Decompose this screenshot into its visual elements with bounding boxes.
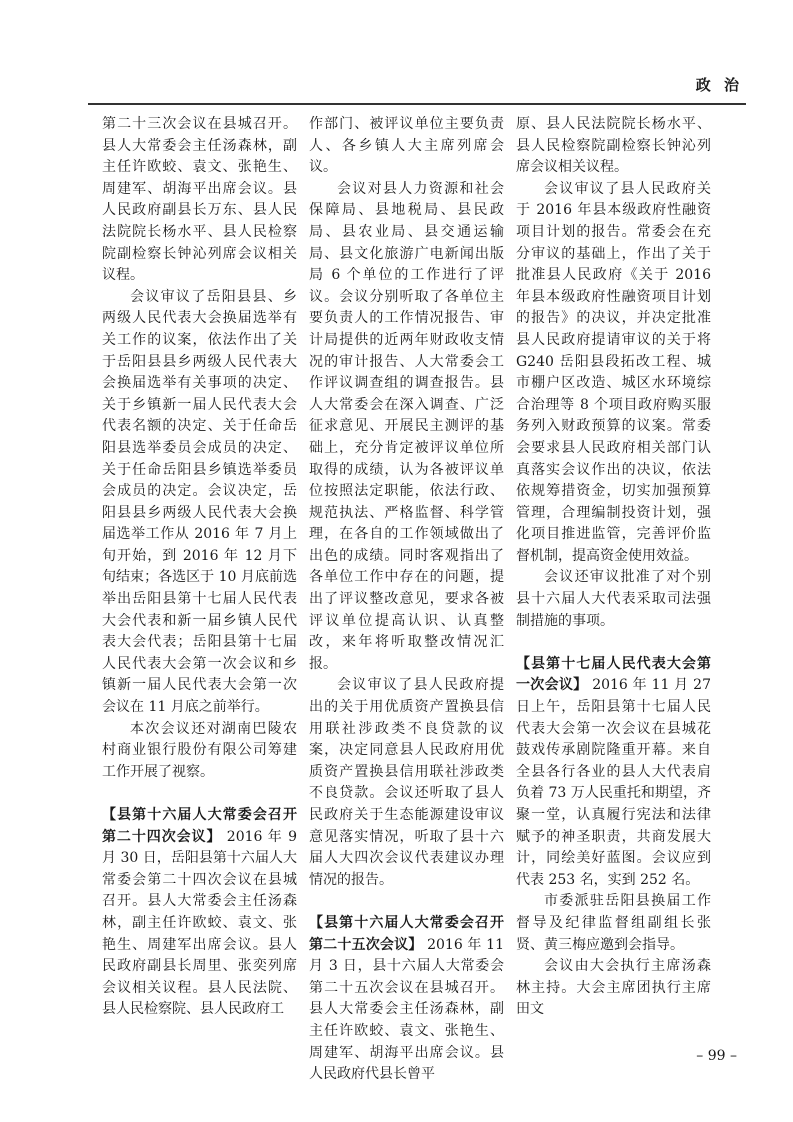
paragraph: 会议对县人力资源和社会保障局、县地税局、县民政局、县农业局、县交通运输局、县文化旅游广电新闻出版局 6 个单位的工作进行了评议。会议分别听取了各单位主要负责人的工作情况报告、审计局提供的近两年财政收支情况的审计报告、人大常委会工作评议调查组的调查报告。县人大常委会在深入调查、广泛征求意见、开展民主测评的基础上，充分肯定被评议单位所取得的成绩，认为各被评议单位按照法定职能，依法行政、规范执法、严格监督、科学管理，在各自的工作领域做出了出色的成绩。同时客观指出了各单位工作中存在的问题，提出了评议整改意见，要求各被评议单位提高认识、认真整改，来年将听取整改情况汇报。: [309, 180, 504, 672]
entry-body: 2016 年 11 月 3 日，县十六届人大常委会第二十五次会议在县城召开。县人大常委会主任汤森林，副主任许欧蛟、袁文、张艳生、周建军、胡海平出席会议。县人民政府代县长曾平: [309, 936, 504, 1083]
entry-paragraph: [309, 913, 504, 1086]
paragraph: 作部门、被评议单位主要负责人、各乡镇人大主席列席会议。: [309, 116, 504, 176]
header-rule: [88, 103, 746, 105]
entry-body: 2016 年 11 月 27 日上午，岳阳县第十七届人民代表大会第一次会议在县城花鼓戏传承剧院隆重开幕。来自全县各行各业的县人大代表肩负着 73 万人民重托和期望，齐聚一堂，认真履行宪法和法律赋予的神圣职责，共商发展大计，同绘美好蓝图。会议应到代表 253 名，实到 252 名。: [516, 677, 711, 888]
paragraph: 会议还审议批准了对个别县十六届人大代表采取司法强制措施的事项。: [516, 569, 711, 629]
entry-heading: 【县第十六届人大常委会召开第二十四次会议】: [102, 807, 297, 845]
entry-heading: 【县第十七届人民代表大会第一次会议】: [516, 655, 711, 694]
paragraph: 本次会议还对湖南巴陵农村商业银行股份有限公司筹建工作开展了视察。: [102, 720, 297, 780]
paragraph: 市委派驻岳阳县换届工作督导及纪律监督组副组长张贤、黄三梅应邀到会指导。: [516, 893, 711, 953]
paragraph: 第二十三次会议在县城召开。县人大常委会主任汤森林，副主任许欧蛟、袁文、张艳生、周建军、胡海平出席会议。县人民政府副县长万东、县人民法院院长杨水平、县人民检察院副检察长钟沁列席会议相关议程。: [102, 116, 297, 284]
text-column-1: [102, 114, 297, 1021]
paragraph: 原、县人民法院院长杨水平、县人民检察院副检察长钟沁列席会议相关议程。: [516, 116, 711, 176]
paragraph: 会议审议了岳阳县县、乡两级人民代表大会换届选举有关工作的议案，依法作出了关于岳阳县县乡两级人民代表大会换届选举有关事项的决定、关于乡镇新一届人民代表大会代表名额的决定、关于任命岳阳县选举委员会成员的决定、关于任命岳阳县乡镇选举委员会成员的决定。会议决定，岳阳县县乡两级人民代表大会换届选举工作从 2016 年 7 月上旬开始，到 2016 年 12 月下旬结束；各选区于 10 月底前选举出岳阳县第十七届人民代表大会代表和新一届乡镇人民代表大会代表；岳阳县第十七届人民代表大会第一次会议和乡镇新一届人民代表大会第一次会议在 11 月底之前举行。: [102, 288, 297, 716]
paragraph: 会议审议了县人民政府关于 2016 年县本级政府性融资项目计划的报告。常委会在充分审议的基础上，作出了关于批准县人民政府《关于 2016 年县本级政府性融资项目计划的报告》的决议，并决定批准县人民政府提请审议的关于将 G240 岳阳县段拓改工程、城市棚户区改造、城区水环境综合治理等 8 个项目政府购买服务列入财政预算的议案。常委会要求县人民政府相关部门认真落实会议作出的决议，依法依规筹措资金，切实加强预算管理，合理编制投资计划，强化项目推进监管，完善评价监督机制，提高资金使用效益。: [516, 180, 711, 564]
entry-body: 2016 年 9 月 30 日，岳阳县第十六届人大常委会第二十四次会议在县城召开。县人大常委会主任汤森林，副主任许欧蛟、袁文、张艳生、周建军出席会议。县人民政府副县长周里、张奕列席会议相关议程。县人民法院、县人民检察院、县人民政府工: [102, 828, 297, 1018]
entry-paragraph: [516, 654, 711, 892]
entry-heading: 【县第十六届人大常委会召开第二十五次会议】: [309, 914, 504, 953]
section-title: 政 治: [695, 76, 743, 94]
text-column-3: [516, 114, 711, 1021]
paragraph: 会议由大会执行主席汤森林主持。大会主席团执行主席田文: [516, 958, 711, 1018]
paragraph: 会议审议了县人民政府提出的关于用优质资产置换县信用联社涉政类不良贷款的议案，决定同意县人民政府用优质资产置换县信用联社涉政类不良贷款。会议还听取了县人民政府关于生态能源建设审议意见落实情况，听取了县十六届人大四次会议代表建议办理情况的报告。: [309, 677, 504, 888]
text-column-2: [309, 114, 504, 1086]
page-number: – 99 –: [696, 1048, 737, 1064]
entry-paragraph: [102, 805, 297, 1021]
